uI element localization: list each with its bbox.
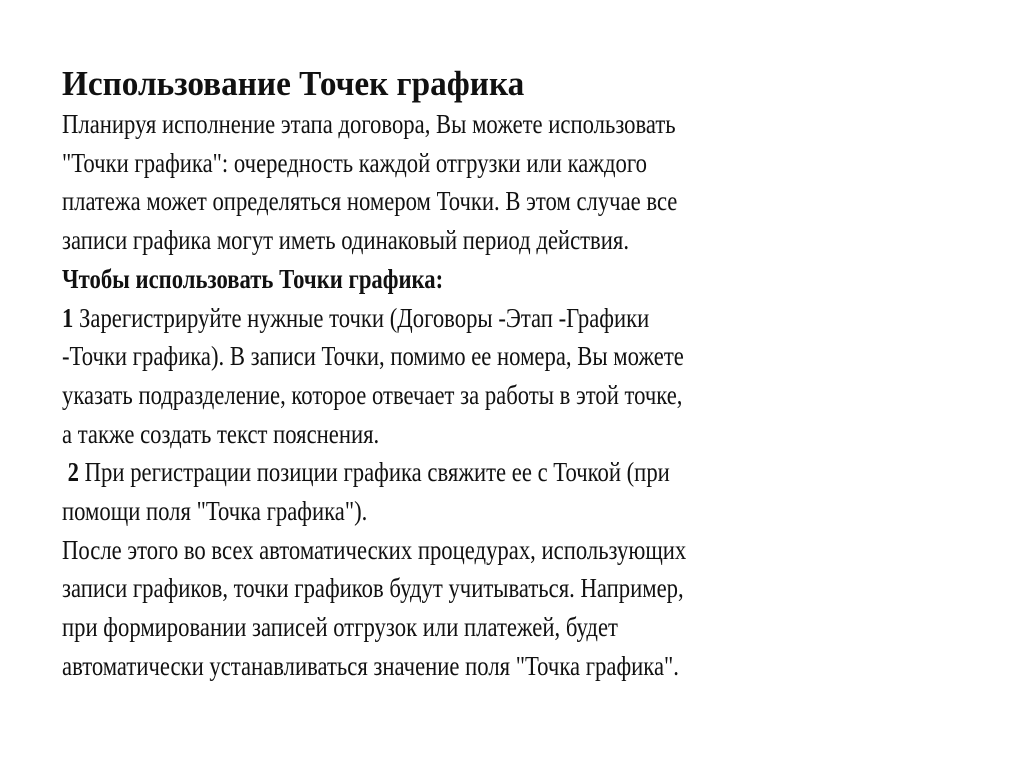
- paragraph-line: записи графика могут иметь одинаковый период действия.: [62, 225, 629, 256]
- paragraph-line: После этого во всех автоматических процедурах, использующих: [62, 534, 687, 565]
- step-2-line: помощи поля "Точка графика").: [62, 496, 368, 527]
- step-text: Зарегистрируйте нужные точки (Договоры -Этап -Графики: [73, 302, 650, 333]
- subheading: Чтобы использовать Точки графика:: [62, 263, 444, 294]
- step-text: При регистрации позиции графика свяжите ее с Точкой (при: [79, 457, 670, 488]
- slide-body: [62, 105, 972, 686]
- slide-title: Использование Точек графика: [62, 64, 525, 103]
- paragraph-line: платежа может определяться номером Точки. В этом случае все: [62, 186, 678, 217]
- paragraph-line: Планируя исполнение этапа договора, Вы можете использовать: [62, 109, 676, 139]
- step-1-line: а также создать текст пояснения.: [62, 418, 380, 449]
- step-number: 1: [62, 302, 74, 333]
- step-1-line: -Точки графика). В записи Точки, помимо ее номера, Вы можете: [62, 341, 684, 372]
- step-2-line: [62, 453, 826, 492]
- paragraph-line: автоматически устанавливаться значение поля "Точка графика".: [62, 650, 679, 681]
- paragraph-line: при формировании записей отгрузок или платежей, будет: [62, 612, 618, 643]
- step-1-line: [62, 299, 826, 338]
- paragraph-line: записи графиков, точки графиков будут учитываться. Например,: [62, 573, 684, 604]
- slide-content: [62, 62, 972, 686]
- step-number: 2: [67, 457, 80, 488]
- step-1-line: указать подразделение, которое отвечает за работы в этой точке,: [62, 379, 683, 410]
- paragraph-line: "Точки графика": очередность каждой отгрузки или каждого: [62, 147, 647, 178]
